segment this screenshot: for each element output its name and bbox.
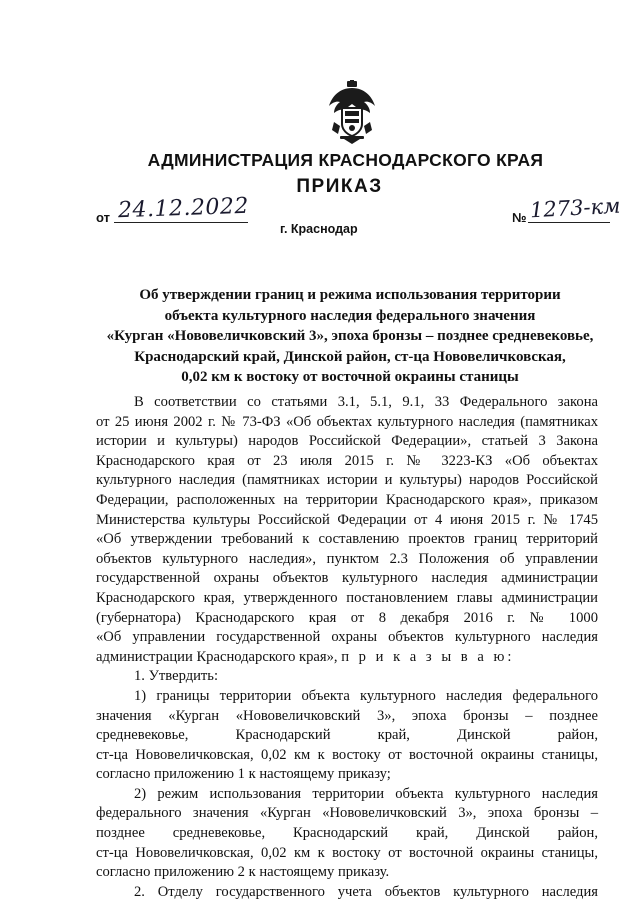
body-line: «Об управлении государственной охраны объектов культурного наследия <box>96 629 598 646</box>
operative-word: п р и к а з ы в а ю: <box>341 648 515 665</box>
body-line: (губернатора) Краснодарского края от 8 декабря 2016 г. № 1000 <box>96 609 598 626</box>
body-line: Краснодарского края, утвержденного постановлением главы администрации <box>96 589 598 606</box>
body-line: культурного наследия (памятниках истории и культуры) народов Российской <box>96 472 598 489</box>
body-line: Министерства культуры Российской Федерации от 4 июня 2015 г. № 1745 <box>96 511 598 528</box>
date-label: от <box>96 210 110 225</box>
handwritten-number: 1273-км <box>529 193 622 223</box>
body-line-text: администрации Краснодарского края», <box>96 648 338 665</box>
title-line: «Курган «Нововеличковский 3», эпоха бронзы – позднее средневековье, <box>106 328 594 344</box>
body-line: 1) границы территории объекта культурного наследия федерального <box>134 687 598 704</box>
document-type: ПРИКАЗ <box>296 176 383 197</box>
handwritten-date: 24.12.2022 <box>117 193 250 224</box>
body-line: «Об утверждении требований к составлению проектов границ территорий <box>96 531 598 548</box>
number-underline <box>528 222 610 223</box>
body-line: позднее средневековье, Краснодарский край, Динской район, <box>96 825 598 842</box>
body-line: ст-ца Нововеличковская, 0,02 км к востоку от восточной окраины станицы, <box>96 746 598 763</box>
title-line: Об утверждении границ и режима использования территории <box>139 287 561 303</box>
body-line: государственной охраны объектов культурного наследия администрации <box>96 570 598 587</box>
body-line: средневековье, Краснодарский край, Динской район, <box>96 727 598 744</box>
body-line: Краснодарского края от 23 июля 2015 г. № 3223-КЗ «Об объектах <box>96 452 598 469</box>
body-line: 2. Отделу государственного учета объектов культурного наследия <box>134 883 598 900</box>
organization-name: АДМИНИСТРАЦИЯ КРАСНОДАРСКОГО КРАЯ <box>147 150 544 170</box>
coat-of-arms-emblem <box>326 80 378 144</box>
body-line: согласно приложению 1 к настоящему приказу; <box>96 766 391 783</box>
body-line <box>96 648 598 668</box>
body-line: В соответствии со статьями 3.1, 5.1, 9.1, 33 Федерального закона <box>134 394 598 410</box>
body-line: значения «Курган «Нововеличковский 3», эпоха бронзы – позднее <box>96 707 598 724</box>
title-line: объекта культурного наследия федерального значения <box>164 307 536 324</box>
body-line: Федерации, расположенных на территории Краснодарского края», приказом <box>96 491 598 508</box>
number-label: № <box>512 210 527 225</box>
body-line: ст-ца Нововеличковская, 0,02 км к востоку от восточной окраины станицы, <box>96 844 598 861</box>
title-line: 0,02 км к востоку от восточной окраины станицы <box>181 369 519 385</box>
body-line: объектов культурного наследия», пунктом 2.3 Положения об управлении <box>96 550 598 567</box>
city-label: г. Краснодар <box>280 222 358 236</box>
body-line: 2) режим использования территории объекта культурного наследия <box>134 785 598 802</box>
body-line: согласно приложению 2 к настоящему приказу. <box>96 864 390 881</box>
document-body <box>96 393 598 902</box>
document-title <box>70 285 630 388</box>
body-line: истории и культуры) народов Российской Федерации», статьей 3 Закона <box>96 433 598 450</box>
body-line: федерального значения «Курган «Нововеличковский 3», эпоха бронзы – <box>96 805 598 822</box>
title-line: Краснодарский край, Динской район, ст-ца Нововеличковская, <box>134 348 566 365</box>
body-line: 1. Утвердить: <box>134 668 219 685</box>
body-line: от 25 июня 2002 г. № 73-ФЗ «Об объектах культурного наследия (памятниках <box>96 413 598 430</box>
